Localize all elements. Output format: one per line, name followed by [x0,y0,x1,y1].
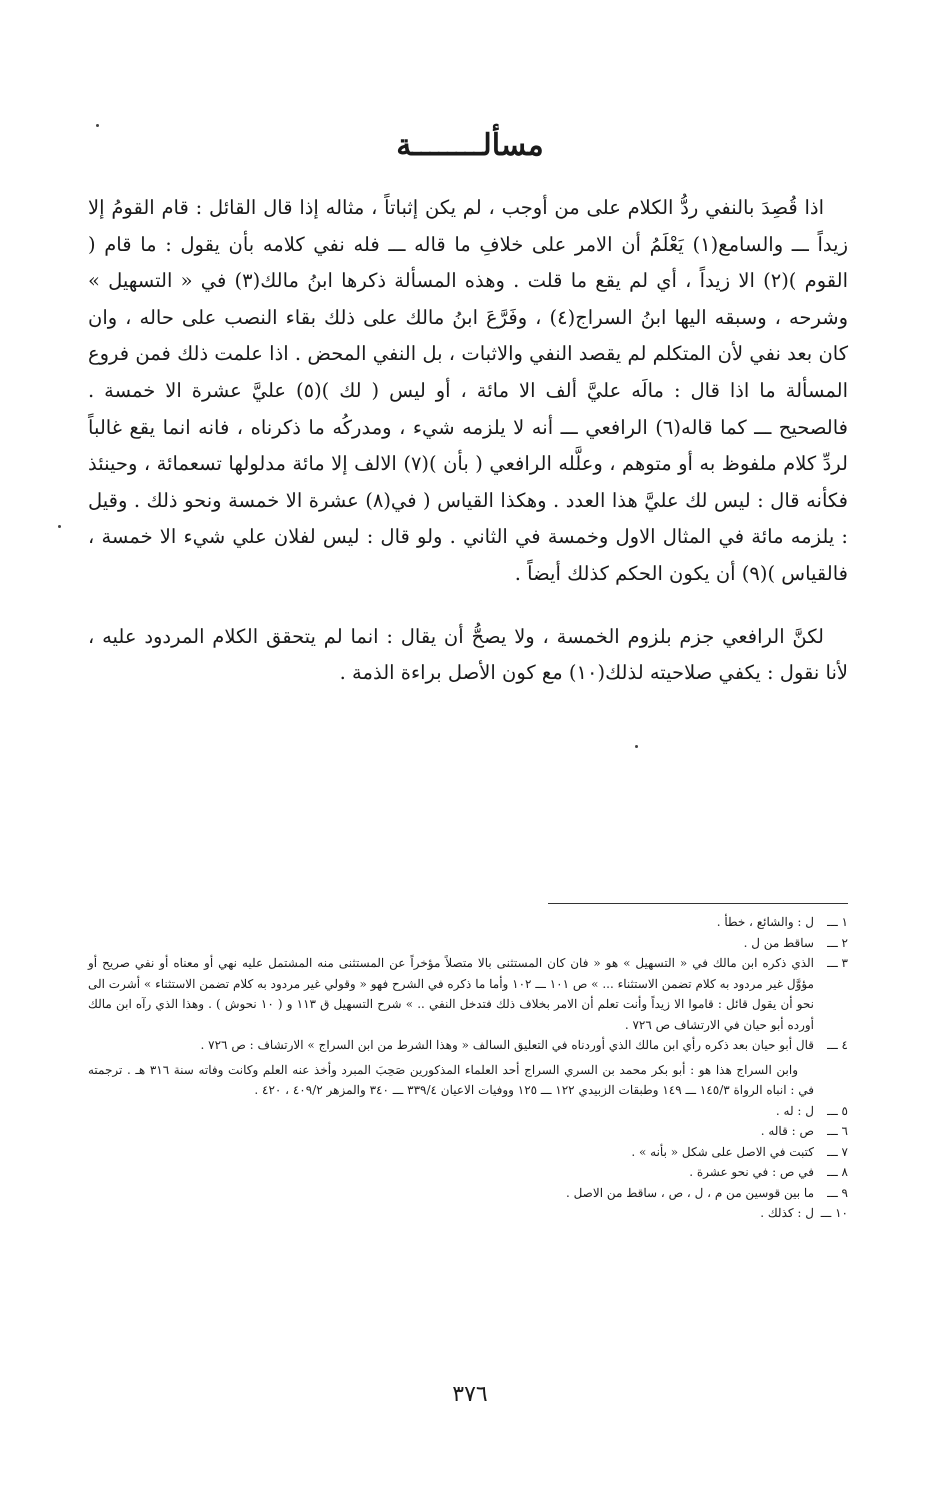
footnote-text: ل : كذلك . [760,1206,814,1220]
footnote-number: ٨ ـــ [827,1165,848,1179]
footnote-text: ل : له . [775,1103,814,1118]
footnote-4 [88,1035,848,1056]
footnote-number: ٥ ـــ [827,1103,848,1118]
footnote-7 [88,1142,848,1163]
footnote-8 [88,1162,848,1183]
footnote-5 [88,1101,848,1122]
page-number: ٣٧٦ [452,1382,488,1407]
main-text [88,190,848,692]
footnote-text: ما بين قوسين من م ، ل ، ص ، ساقط من الاصل . [565,1185,814,1200]
footnote-text: قال أبو حيان بعد ذكره رأي ابن مالك الذي أوردناه في التعليق السالف « وهذا الشرط من ابن السراج » الارتشاف : ص ٧٢٦ . [200,1038,814,1052]
scan-speck [635,745,638,748]
scan-speck [58,525,61,528]
footnote-text: ل : والشائع ، خطأ . [716,915,814,929]
footnote-10 [88,1203,848,1224]
footnote-text: ساقط من ل . [743,935,814,950]
footnote-1 [88,912,848,933]
footnote-number: ٣ ـــ [827,956,848,970]
footnote-text: الذي ذكره ابن مالك في « التسهيل » هو « فان كان المستثنى بالا متصلاً مؤخراً عن المستثنى منه المشتمل عليه نهي أو معناه أو نفي صريح أو مؤوَّل غير مردود به كلام تضمن الاستثناء ... » ص ١٠١ ـــ ١٠٢ وأما ما ذكره في الشرح فهو « وقولي غير مردود به كلام تضمن الاستثناء » أشرت الى نحو أن يقول قائل : قاموا الا زيداً وأنت تعلم أن الامر بخلاف ذلك فتدخل النفي .. » شرح التسهيل ق ١١٣ و ( ١٠ نحوش ) . وهذا الذي رآه ابن مالك أورده أبو حيان في الارتشاف ص ٧٢٦ . [88,956,814,1032]
section-title: مسألــــــــة [396,128,544,163]
footnote-4-continuation: وابن السراج هذا هو : أبو بكر محمد بن السري السراج أحد العلماء المذكورين صَحِبَ المبرد وأخذ عنه العلم وكانت وفاته سنة ٣١٦ هـ . ترجمته في : انباه الرواة ١٤٥/٣ ـــ ١٤٩ وطبقات الزبيدي ١٢٢ ـــ ١٢٥ ووفيات الاعيان ٣٣٩/٤ ـــ ٣٤٠ والمزهر ٤٠٩/٢ ، ٤٢٠ . [88,1062,814,1097]
footnote-number: ١٠ ـــ [820,1206,848,1220]
footnote-2 [88,933,848,954]
footnote-number: ١ ـــ [827,915,848,929]
footnote-number: ٩ ـــ [827,1185,848,1200]
footnote-text: ص : قاله . [760,1124,814,1138]
footnote-6 [88,1121,848,1142]
footnote-text: في ص : في نحو عشرة . [689,1165,814,1179]
footnote-divider [548,903,848,904]
footnote-number: ٤ ـــ [827,1038,848,1052]
footnote-number: ٦ ـــ [827,1124,848,1138]
scan-speck [96,124,99,127]
footnotes [88,912,848,1224]
footnote-9 [88,1183,848,1204]
footnote-number: ٧ ـــ [827,1144,848,1159]
footnote-text: كتبت في الاصل على شكل « بأنه » . [631,1144,814,1159]
footnote-number: ٢ ـــ [827,935,848,950]
footnote-3 [88,953,848,1035]
paragraph-1: اذا قُصِدَ بالنفي ردُّ الكلام على من أوجب ، لم يكن إثباتاً ، مثاله إذا قال القائل : قام القومُ إلا زيداً ـــ والسامع(١) يَعْلَمُ أن الامر على خلافِ ما قاله ـــ فله نفي كلامه بأن يقول : ما قام ( القوم )(٢) الا زيداً ، أي لم يقع ما قلت . وهذه المسألة ذكرها ابنُ مالك(٣) في « التسهيل » وشرحه ، وسبقه اليها ابنُ السراج(٤) ، وفَرَّعَ ابنُ مالك على ذلك بقاء النصب على حاله ، وان كان بعد نفي لأن المتكلم لم يقصد النفي والاثبات ، بل النفي المحض . اذا علمت ذلك فمن فروع المسألة ما اذا قال : مالَه عليَّ ألف الا مائة ، أو ليس ( لك )(٥) عليَّ عشرة الا خمسة . فالصحيح ـــ كما قاله(٦) الرافعي ـــ أنه لا يلزمه شيء ، ومدركُه ما ذكرناه ، فانه انما يقع غالباً لردِّ كلام ملفوظ به أو متوهم ، وعلَّله الرافعي ( بأن )(٧) الالف إلا مائة مدلولها تسعمائة ، وحينئذ فكأنه قال : ليس لك عليَّ هذا العدد . وهكذا القياس ( في(٨) عشرة الا خمسة ونحو ذلك . وقيل : يلزمه مائة في المثال الاول وخمسة في الثاني . ولو قال : ليس لفلان علي شيء الا خمسة ، فالقياس )(٩) أن يكون الحكم كذلك أيضاً . [88,196,849,585]
paragraph-2: لكنَّ الرافعي جزم بلزوم الخمسة ، ولا يصحُّ أن يقال : انما لم يتحقق الكلام المردود عليه ، لأنا نقول : يكفي صلاحيته لذلك(١٠) مع كون الأصل براءة الذمة . [88,624,848,685]
